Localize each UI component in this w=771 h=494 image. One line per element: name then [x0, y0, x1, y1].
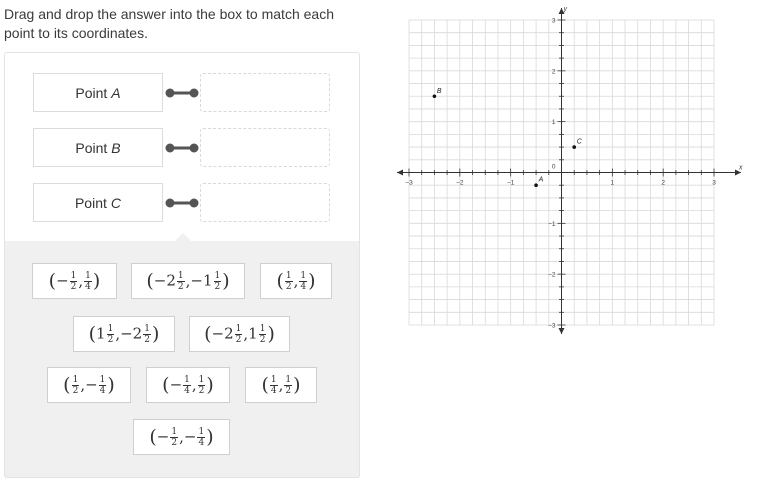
denominator: 4	[85, 281, 91, 292]
close-paren: )	[206, 425, 214, 448]
x-tick-label: 1	[610, 179, 615, 187]
open-paren: (	[162, 373, 170, 396]
mixed-number	[170, 375, 192, 396]
open-paren: (	[88, 322, 97, 345]
comma: ,	[179, 428, 184, 446]
comma: ,	[115, 325, 121, 343]
numerator: 1	[99, 374, 106, 385]
close-paren: )	[222, 269, 230, 292]
mixed-number	[197, 375, 207, 396]
open-paren: (	[276, 269, 284, 292]
numerator: 1	[300, 270, 307, 281]
mixed-number	[184, 427, 206, 448]
whole-part: −	[156, 427, 170, 445]
denominator: 4	[184, 385, 190, 396]
fraction	[270, 375, 278, 396]
tray-notch	[174, 233, 192, 242]
denominator: 2	[72, 385, 79, 396]
denominator: 2	[70, 281, 77, 292]
y-tick-label: 0	[551, 163, 556, 171]
mixed-number	[298, 271, 308, 292]
point-a-label: A	[538, 176, 544, 184]
numerator: 1	[72, 374, 79, 385]
fraction	[107, 324, 115, 345]
numerator: 1	[177, 270, 184, 281]
fraction	[214, 271, 222, 292]
denominator: 2	[144, 334, 150, 345]
whole-part: −	[183, 427, 197, 445]
open-paren: (	[149, 425, 157, 448]
whole-part: −	[56, 271, 69, 289]
y-axis-label: y	[563, 6, 567, 13]
drop-box-a[interactable]	[200, 73, 330, 112]
numerator: 1	[235, 323, 242, 334]
numerator: 1	[198, 374, 205, 385]
fraction	[198, 375, 206, 396]
open-paren: (	[146, 269, 154, 292]
open-paren: (	[261, 373, 269, 396]
denominator: 2	[198, 385, 205, 396]
mixed-number	[85, 375, 107, 396]
numerator: 1	[285, 374, 292, 385]
denominator: 2	[171, 437, 178, 448]
comma: ,	[278, 376, 284, 394]
fraction	[70, 271, 78, 292]
close-paren: )	[107, 373, 115, 396]
numerator: 1	[184, 374, 190, 385]
fraction	[284, 375, 292, 396]
close-paren: )	[267, 322, 275, 345]
fraction	[183, 375, 191, 396]
numerator: 1	[214, 270, 221, 281]
connector-icon	[165, 142, 199, 154]
answer-card[interactable]	[73, 316, 175, 352]
y-axis-arrow-down	[559, 328, 565, 334]
drop-box-c[interactable]	[200, 183, 330, 222]
denominator: 2	[235, 334, 242, 345]
point-c	[572, 145, 576, 149]
answer-card[interactable]	[32, 263, 117, 299]
denominator: 2	[177, 281, 184, 292]
answer-card[interactable]	[131, 263, 245, 299]
fraction	[72, 375, 80, 396]
answer-card[interactable]	[146, 367, 230, 403]
point-label-var: A	[111, 84, 121, 101]
numerator: 1	[107, 323, 114, 334]
denominator: 2	[285, 281, 292, 292]
numerator: 1	[70, 270, 77, 281]
whole-part: −2	[211, 324, 234, 342]
point-c-label	[33, 183, 163, 222]
denominator: 2	[285, 385, 292, 396]
x-axis-label: x	[739, 164, 743, 172]
y-tick-label: −2	[548, 271, 556, 279]
point-label-prefix: Point	[75, 84, 108, 101]
coordinate-plane	[395, 2, 745, 337]
denominator: 2	[214, 281, 221, 292]
point-label-var: B	[111, 139, 121, 156]
mixed-number	[83, 271, 93, 292]
instructions: Drag and drop the answer into the box to match each point to its coordinates.	[4, 6, 334, 41]
fraction	[99, 375, 107, 396]
numerator: 1	[85, 270, 91, 281]
comma: ,	[293, 272, 299, 290]
fraction	[197, 427, 205, 448]
point-b-label	[33, 128, 163, 167]
answer-card[interactable]	[47, 367, 131, 403]
comma: ,	[185, 272, 191, 290]
close-paren: )	[206, 373, 214, 396]
drop-box-b[interactable]	[200, 128, 330, 167]
whole-part: −2	[153, 271, 176, 289]
fraction	[299, 271, 307, 292]
numerator: 1	[171, 426, 178, 437]
numerator: 1	[259, 323, 266, 334]
close-paren: )	[92, 269, 101, 292]
mixed-number	[283, 375, 293, 396]
y-tick-label: 1	[551, 119, 556, 127]
point-label-prefix: Point	[74, 194, 107, 211]
y-tick-label: 3	[551, 17, 556, 25]
mixed-number	[157, 427, 179, 448]
point-label-prefix: Point	[75, 139, 108, 156]
x-tick-label: 3	[712, 179, 716, 187]
y-tick-label: −3	[548, 322, 556, 330]
comma: ,	[191, 376, 197, 394]
close-paren: )	[308, 269, 316, 292]
comma: ,	[78, 272, 84, 290]
denominator: 4	[198, 437, 205, 448]
comma: ,	[80, 376, 86, 394]
denominator: 4	[300, 281, 307, 292]
answer-card[interactable]	[133, 419, 230, 455]
x-tick-label: 2	[661, 179, 665, 187]
mixed-number	[56, 271, 78, 292]
whole-part: −1	[190, 271, 213, 289]
whole-part: 1	[96, 324, 106, 342]
answer-card[interactable]	[245, 367, 317, 403]
point-a	[534, 183, 538, 187]
close-paren: )	[293, 373, 301, 396]
fraction	[285, 271, 293, 292]
point-a-label	[33, 73, 163, 112]
numerator: 1	[285, 270, 292, 281]
mixed-number	[154, 271, 186, 292]
fraction	[235, 324, 243, 345]
open-paren: (	[204, 322, 212, 345]
comma: ,	[243, 325, 249, 343]
numerator: 1	[198, 426, 205, 437]
fraction	[84, 271, 92, 292]
mixed-number	[269, 375, 279, 396]
point-label-var: C	[110, 194, 122, 211]
denominator: 2	[259, 334, 266, 345]
whole-part: −2	[120, 324, 143, 342]
open-paren: (	[48, 269, 57, 292]
x-axis-arrow-left	[397, 170, 403, 176]
numerator: 1	[144, 323, 150, 334]
denominator: 4	[270, 385, 277, 396]
close-paren: )	[151, 322, 160, 345]
fraction	[177, 271, 185, 292]
x-tick-label: −2	[456, 179, 464, 187]
mixed-number	[248, 324, 267, 345]
fraction	[170, 427, 178, 448]
x-tick-label: −3	[405, 179, 413, 187]
y-tick-label: 2	[551, 68, 556, 76]
mixed-number	[96, 324, 115, 345]
connector-icon	[165, 87, 199, 99]
mixed-number	[71, 375, 81, 396]
answer-card[interactable]	[189, 316, 290, 352]
fraction	[259, 324, 267, 345]
mixed-number	[120, 324, 152, 345]
whole-part: −	[169, 375, 183, 393]
point-b	[433, 94, 437, 98]
y-tick-label: −1	[548, 220, 556, 228]
denominator: 2	[107, 334, 114, 345]
answer-card[interactable]	[260, 263, 332, 299]
mixed-number	[190, 271, 222, 292]
point-b-label: B	[436, 87, 442, 95]
connector-icon	[165, 197, 199, 209]
open-paren: (	[63, 373, 71, 396]
denominator: 4	[99, 385, 106, 396]
point-c-label: C	[576, 138, 582, 146]
whole-part: −	[85, 375, 98, 393]
x-tick-label: −1	[506, 179, 515, 187]
mixed-number	[212, 324, 244, 345]
whole-part: 1	[248, 324, 258, 342]
mixed-number	[284, 271, 294, 292]
fraction	[143, 324, 151, 345]
numerator: 1	[270, 374, 277, 385]
